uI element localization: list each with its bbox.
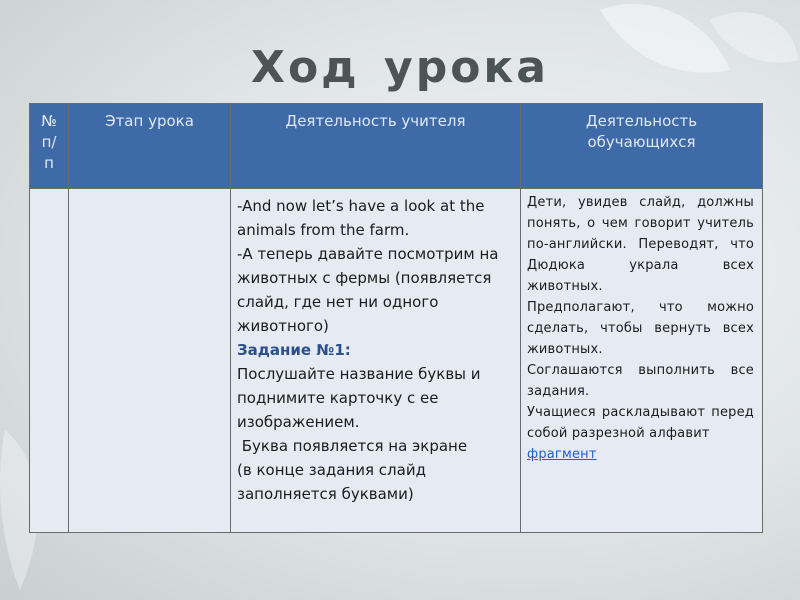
task-text: Послушайте название буквы и поднимите карточку с ее изображением. bbox=[237, 365, 481, 431]
header-number bbox=[30, 104, 69, 189]
cell-student-activity bbox=[521, 189, 763, 533]
student-paragraph: Дети, увидев слайд, должны понять, о чем говорит учитель по-английски. Переводят, что Дюдюка украла всех животных. bbox=[527, 195, 754, 294]
header-number-line: № bbox=[41, 112, 57, 130]
student-paragraph: Предполагают, что можно сделать, чтобы вернуть всех животных. bbox=[527, 300, 754, 357]
header-student-activity-label: Деятельность обучающихся bbox=[585, 112, 698, 151]
page-title: Ход урока bbox=[251, 42, 549, 93]
cell-teacher-activity bbox=[231, 189, 521, 533]
student-paragraph: Учащиеся раскладывают перед собой разрезной алфавит bbox=[527, 405, 754, 441]
cell-stage bbox=[69, 189, 231, 533]
header-student-activity bbox=[521, 104, 763, 189]
letter-note: Буква появляется на экране bbox=[237, 437, 468, 455]
header-stage: Этап урока bbox=[69, 104, 231, 189]
table-header-row bbox=[30, 104, 763, 189]
header-teacher-activity: Деятельность учителя bbox=[231, 104, 521, 189]
student-link-line bbox=[527, 444, 754, 465]
teacher-line-russian: -А теперь давайте посмотрим на животных с фермы (появляется слайд, где нет ни одного животного) bbox=[237, 245, 499, 335]
header-number-line: п bbox=[44, 154, 54, 172]
header-number-line: п/ bbox=[41, 133, 57, 151]
student-paragraph: Соглашаются выполнить все задания. bbox=[527, 363, 754, 399]
end-note: (в конце задания слайд заполняется буквами) bbox=[237, 461, 426, 503]
table-row bbox=[30, 189, 763, 533]
fragment-link[interactable]: фрагмент bbox=[527, 447, 597, 462]
lesson-table bbox=[29, 103, 763, 533]
cell-number bbox=[30, 189, 69, 533]
teacher-line-english: -And now let’s have a look at the animals from the farm. bbox=[237, 197, 485, 239]
task-label: Задание №1: bbox=[237, 341, 351, 359]
